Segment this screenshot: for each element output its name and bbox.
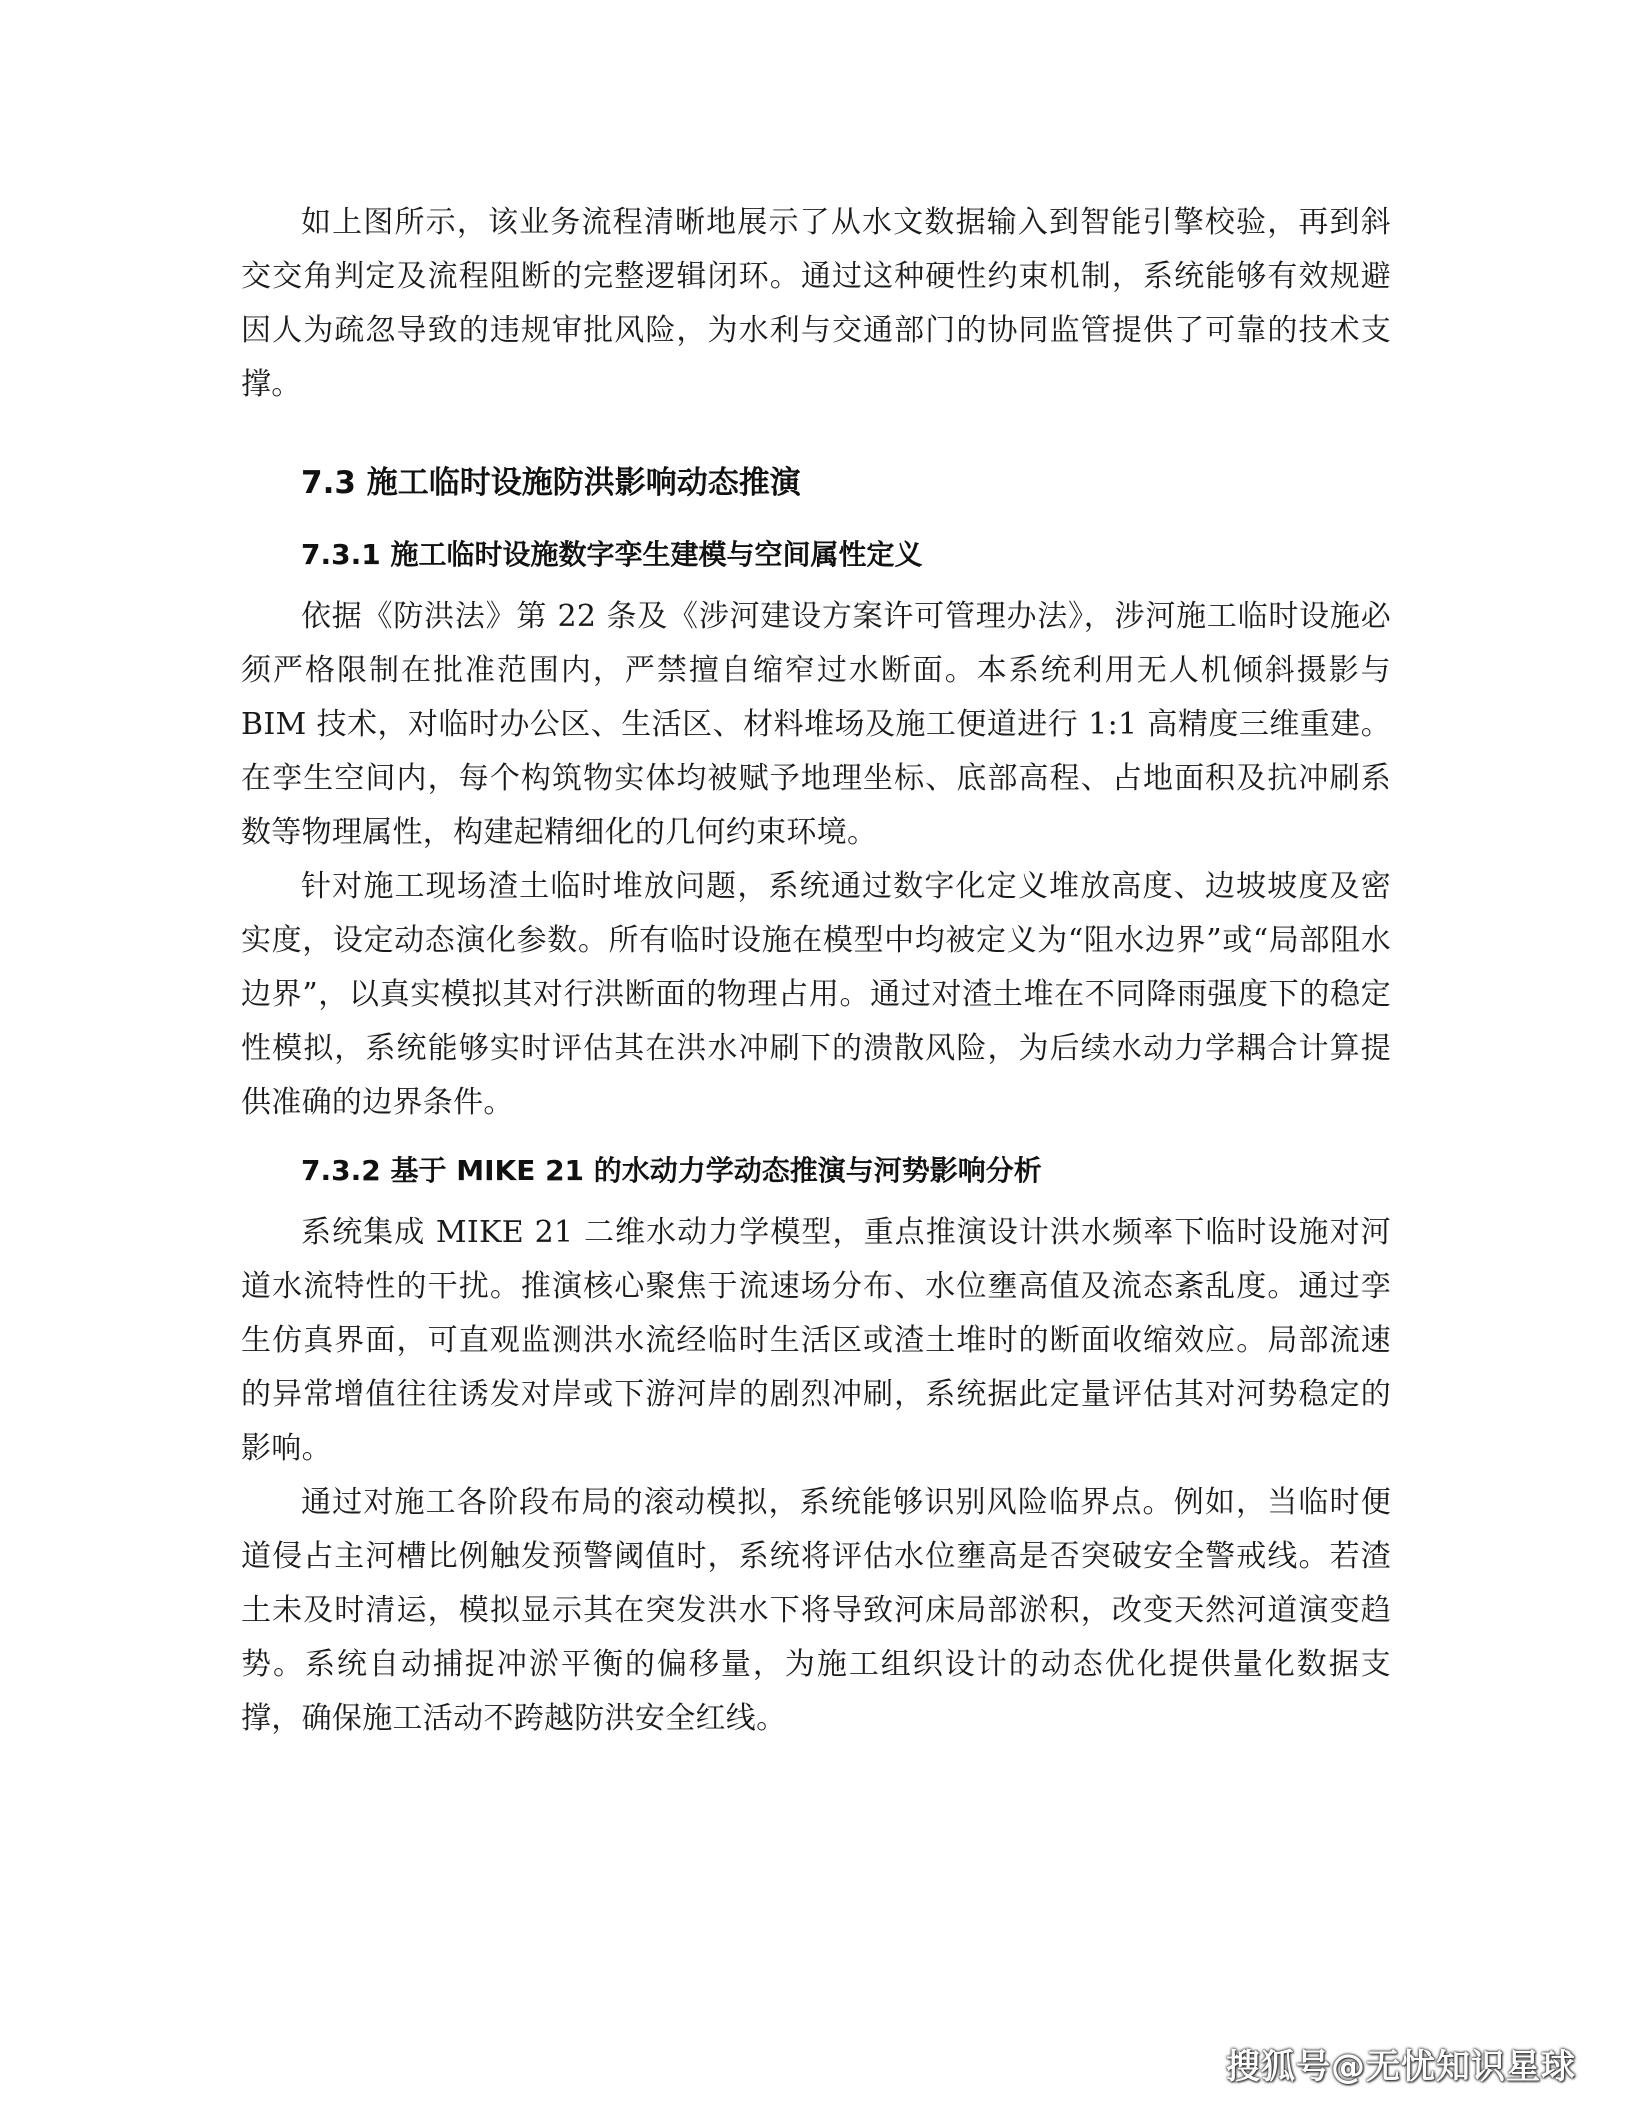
watermark-text: 搜狐号@无忧知识星球 — [1226, 2047, 1576, 2087]
intro-paragraph: 如上图所示，该业务流程清晰地展示了从水文数据输入到智能引擎校验，再到斜交交角判定及流程阻断的完整逻辑闭环。通过这种硬性约束机制，系统能够有效规避因人为疏忽导致的违规审批风险，为水利与交通部门的协同监管提供了可靠的技术支撑。 — [241, 205, 1391, 402]
paragraph-7-3-1-b: 针对施工现场渣土临时堆放问题，系统通过数字化定义堆放高度、边坡坡度及密实度，设定动态演化参数。所有临时设施在模型中均被定义为“阻水边界”或“局部阻水边界”，以真实模拟其对行洪断面的物理占用。通过对渣土堆在不同降雨强度下的稳定性模拟，系统能够实时评估其在洪水冲刷下的溃散风险，为后续水动力学耦合计算提供准确的边界条件。 — [241, 869, 1391, 1120]
section-heading-7-3: 7.3 施工临时设施防洪影响动态推演 — [301, 465, 801, 501]
paragraph-7-3-2-b: 通过对施工各阶段布局的滚动模拟，系统能够识别风险临界点。例如，当临时便道侵占主河槽比例触发预警阈值时，系统将评估水位壅高是否突破安全警戒线。若渣土未及时清运，模拟显示其在突发洪水下将导致河床局部淤积，改变天然河道演变趋势。系统自动捕捉冲淤平衡的偏移量，为施工组织设计的动态优化提供量化数据支撑，确保施工活动不跨越防洪安全红线。 — [241, 1485, 1391, 1736]
paragraph-7-3-2-a: 系统集成 MIKE 21 二维水动力学模型，重点推演设计洪水频率下临时设施对河道水流特性的干扰。推演核心聚焦于流速场分布、水位壅高值及流态紊乱度。通过孪生仿真界面，可直观监测洪水流经临时生活区或渣土堆时的断面收缩效应。局部流速的异常增值往往诱发对岸或下游河岸的剧烈冲刷，系统据此定量评估其对河势稳定的影响。 — [241, 1215, 1391, 1466]
subsection-heading-7-3-1: 7.3.1 施工临时设施数字孪生建模与空间属性定义 — [301, 538, 923, 571]
paragraph-7-3-1-a: 依据《防洪法》第 22 条及《涉河建设方案许可管理办法》，涉河施工临时设施必须严格限制在批准范围内，严禁擅自缩窄过水断面。本系统利用无人机倾斜摄影与 BIM 技术，对临时办公区、生活区、材料堆场及施工便道进行 1:1 高精度三维重建。在孪生空间内，每个构筑物实体均被赋予地理坐标、底部高程、占地面积及抗冲刷系数等物理属性，构建起精细化的几何约束环境。 — [241, 599, 1391, 850]
document-body — [241, 196, 1391, 1746]
subsection-heading-7-3-2: 7.3.2 基于 MIKE 21 的水动力学动态推演与河势影响分析 — [301, 1154, 1042, 1187]
